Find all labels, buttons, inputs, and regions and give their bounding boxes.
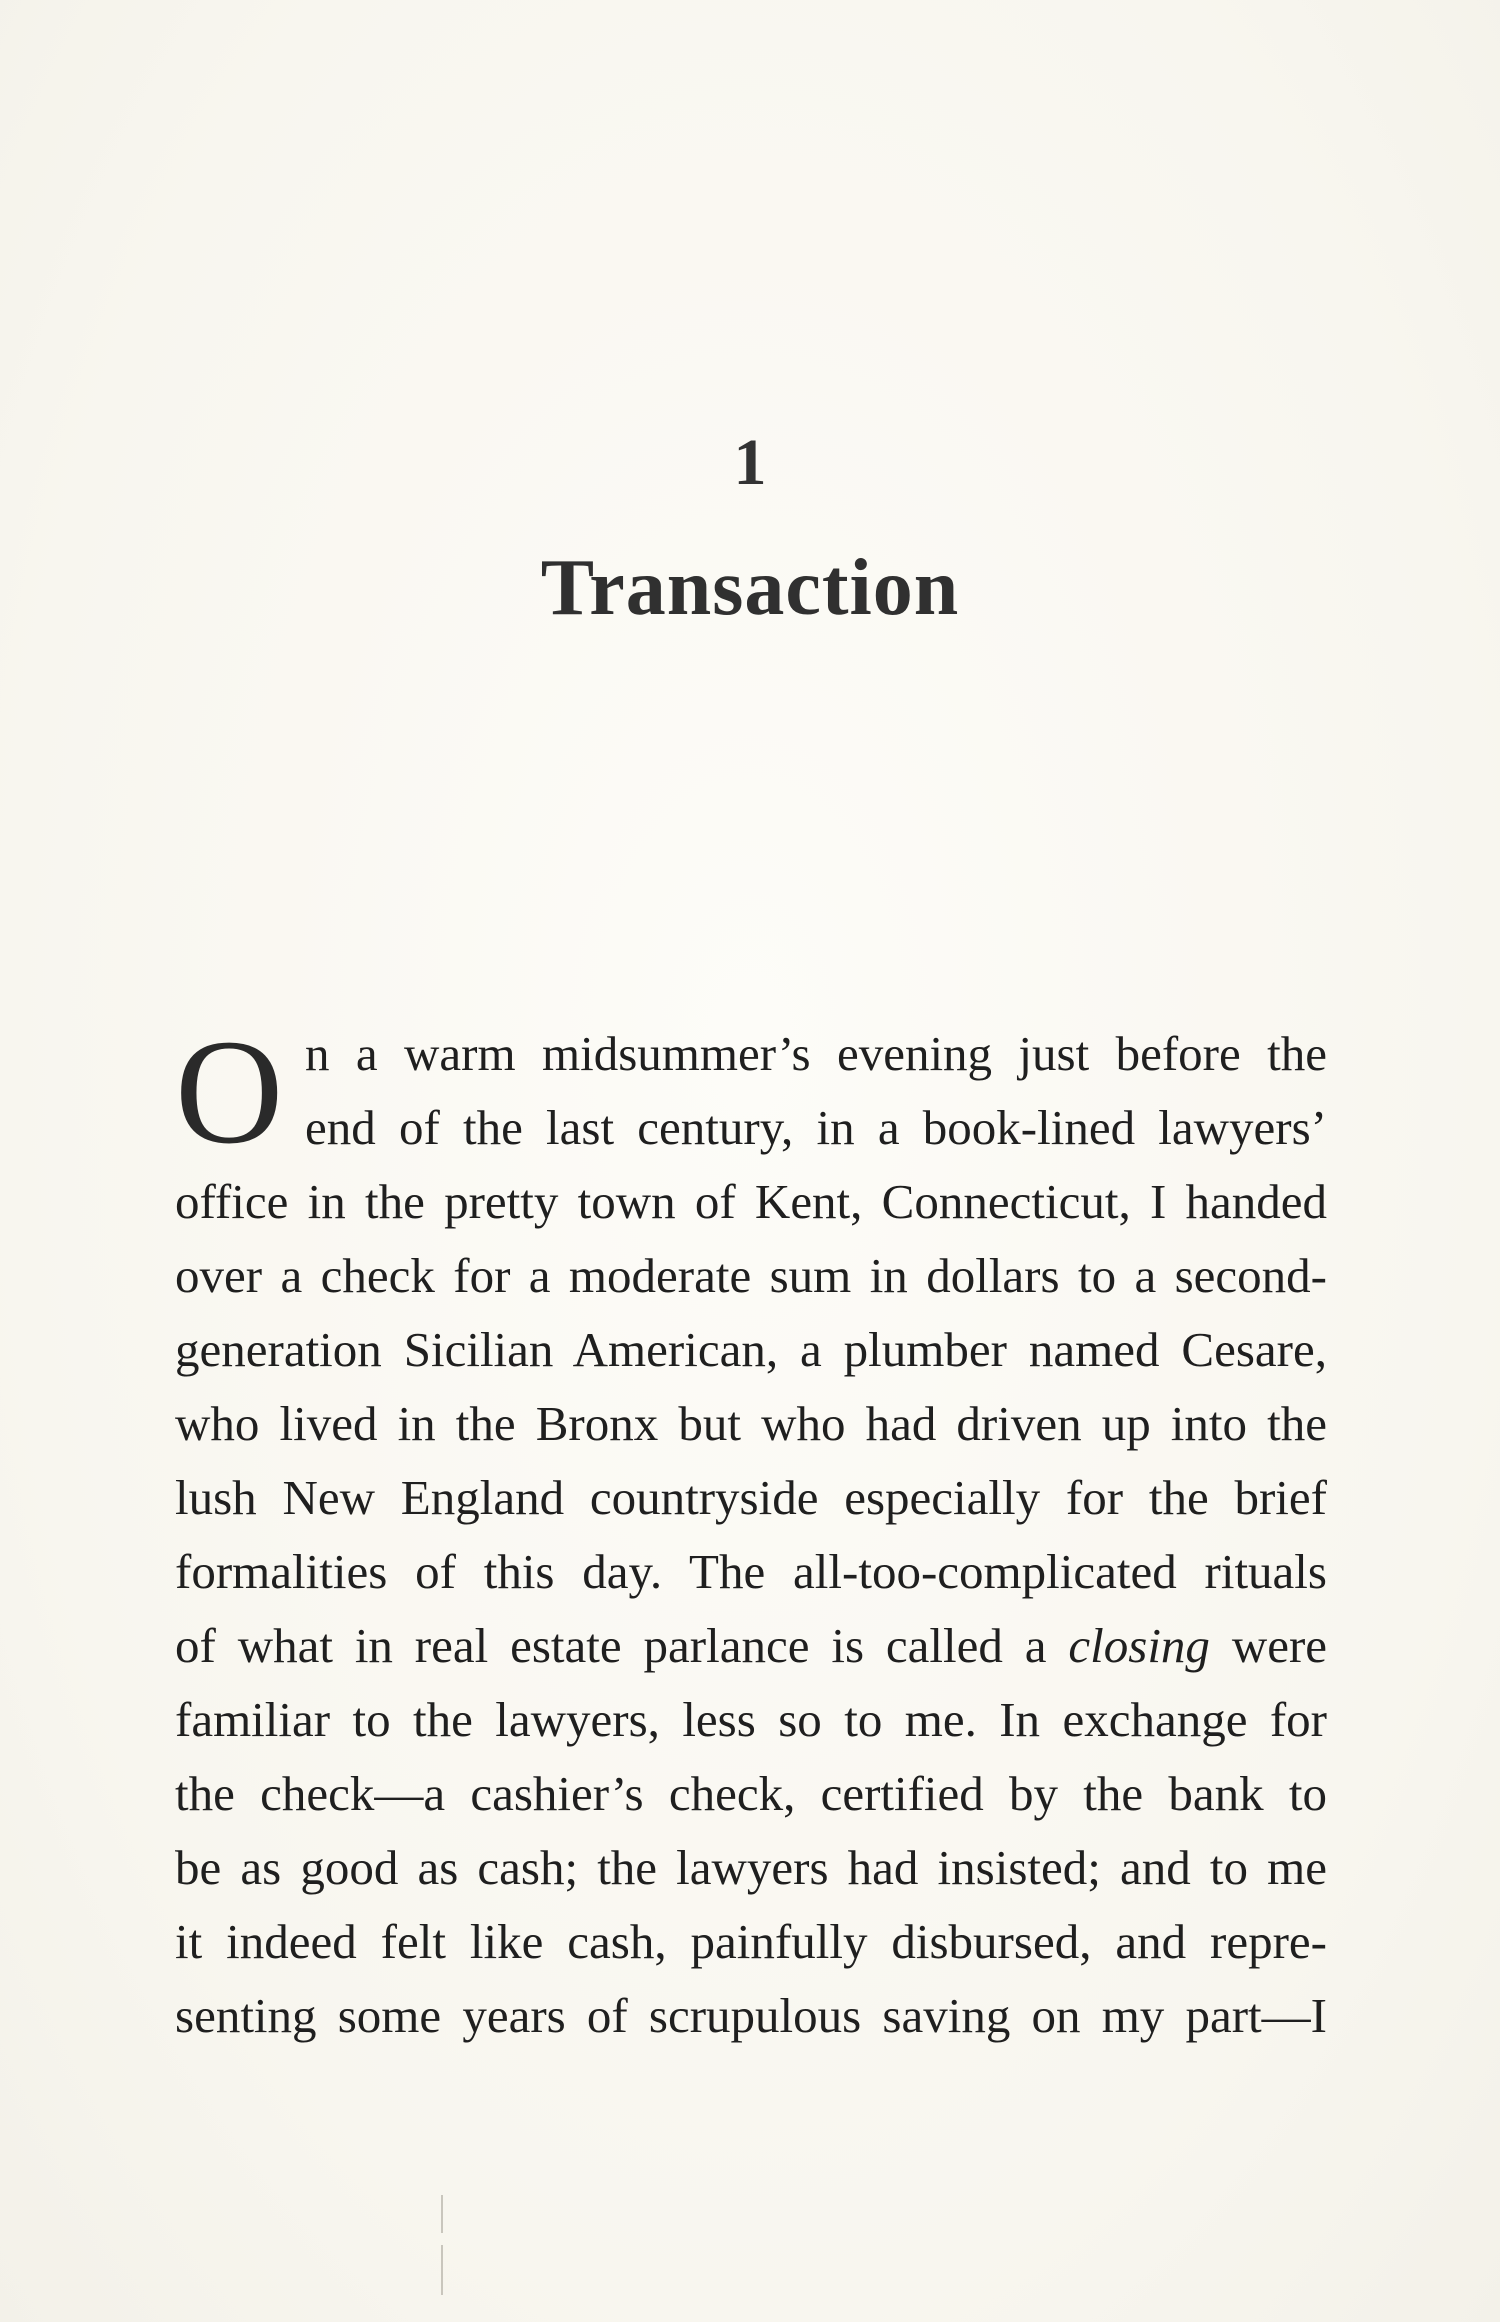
text-line: over a check for a moderate sum in dollars to a second- (175, 1248, 1327, 1303)
text-line: n a warm midsummer’s evening just before the (305, 1026, 1327, 1081)
text-line: end of the last century, in a book-lined lawyers’ (305, 1100, 1327, 1155)
text-line: lush New England countryside especially for the brief (175, 1470, 1327, 1525)
print-mark (441, 2195, 443, 2233)
text-line: it indeed felt like cash, painfully disbursed, and repre- (175, 1914, 1327, 1969)
text-segment: were (1231, 1618, 1328, 1673)
chapter-number: 1 (733, 426, 767, 499)
text-line: familiar to the lawyers, less so to me. In exchange for (175, 1692, 1327, 1747)
chapter-body (175, 1009, 1328, 2053)
italic-term: closing (1068, 1618, 1210, 1673)
drop-cap: O (175, 1009, 284, 1175)
text-line: formalities of this day. The all-too-complicated rituals (175, 1544, 1327, 1599)
text-line (175, 1609, 1327, 1683)
text-line: be as good as cash; the lawyers had insisted; and to me (175, 1840, 1327, 1895)
text-line: the check—a cashier’s check, certified by the bank to (175, 1766, 1327, 1821)
text-line: office in the pretty town of Kent, Connecticut, I handed (175, 1174, 1327, 1229)
text-line: who lived in the Bronx but who had driven up into the (175, 1396, 1327, 1451)
print-mark (441, 2245, 443, 2295)
chapter-title: Transaction (540, 544, 960, 632)
text-line: senting some years of scrupulous saving on my part—I (175, 1988, 1327, 2043)
text-segment: of what in real estate parlance is called a (175, 1618, 1047, 1673)
text-line: generation Sicilian American, a plumber named Cesare, (175, 1322, 1327, 1377)
